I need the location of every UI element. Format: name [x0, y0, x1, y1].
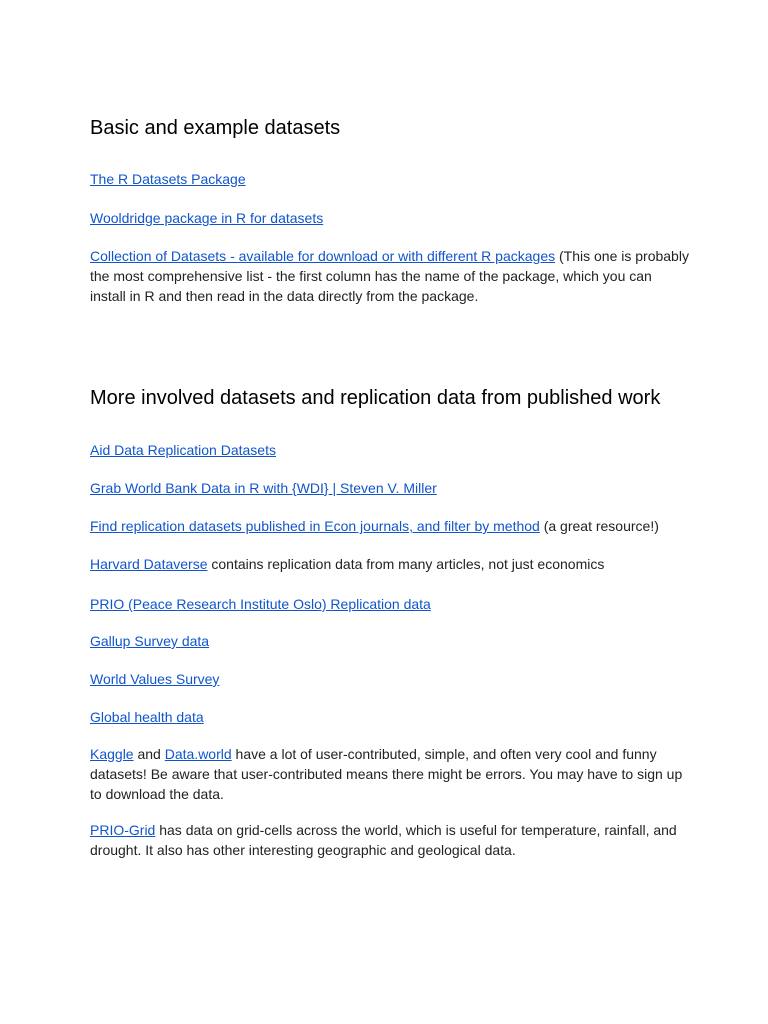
paragraph-prio [90, 594, 690, 614]
link-wooldridge-package[interactable]: Wooldridge package in R for datasets [90, 210, 324, 226]
link-global-health-data[interactable]: Global health data [90, 709, 204, 725]
paragraph-wooldridge [90, 208, 690, 228]
link-world-bank-wdi[interactable]: Grab World Bank Data in R with {WDI} | Steven V. Miller [90, 480, 437, 496]
paragraph-world-bank [90, 478, 690, 498]
link-kaggle[interactable]: Kaggle [90, 746, 134, 762]
paragraph-gallup [90, 631, 690, 651]
paragraph-wvs [90, 669, 690, 689]
paragraph-kaggle [90, 744, 690, 804]
link-gallup-survey[interactable]: Gallup Survey data [90, 633, 210, 649]
link-econ-journals-replication[interactable]: Find replication datasets published in Econ journals, and filter by method [90, 518, 540, 534]
link-data-world[interactable]: Data.world [164, 746, 232, 762]
collection-note: (This one is probably the most comprehensive list - the first column has the name of the package, which you can install in R and then read in the data directly from the package. [90, 248, 689, 304]
kaggle-note: have a lot of user-contributed, simple, and often very cool and funny datasets! Be aware that user-contributed means there might be errors. You may have to sign up to download the data. [90, 746, 683, 802]
link-aid-data-replication[interactable]: Aid Data Replication Datasets [90, 442, 276, 458]
paragraph-global-health [90, 707, 690, 727]
paragraph-r-datasets [90, 169, 690, 189]
paragraph-collection [90, 246, 690, 306]
paragraph-econ-journals [90, 516, 690, 536]
link-r-datasets-package[interactable]: The R Datasets Package [90, 171, 246, 187]
kaggle-and: and [133, 746, 165, 762]
heading-involved-datasets: More involved datasets and replication data from published work [90, 387, 661, 409]
paragraph-prio-grid [90, 820, 690, 860]
link-world-values-survey[interactable]: World Values Survey [90, 671, 220, 687]
paragraph-harvard [90, 554, 690, 574]
harvard-note: contains replication data from many articles, not just economics [207, 556, 605, 572]
link-prio-grid[interactable]: PRIO-Grid [90, 822, 156, 838]
priogrid-note: has data on grid-cells across the world, which is useful for temperature, rainfall, and drought. It also has other interesting geographic and geological data. [90, 822, 677, 858]
link-harvard-dataverse[interactable]: Harvard Dataverse [90, 556, 208, 572]
econ-note: (a great resource!) [539, 518, 659, 534]
paragraph-aid-data [90, 440, 690, 460]
link-prio-replication[interactable]: PRIO (Peace Research Institute Oslo) Replication data [90, 596, 431, 612]
heading-basic-datasets: Basic and example datasets [90, 117, 341, 139]
link-collection-of-datasets[interactable]: Collection of Datasets - available for download or with different R packages [90, 248, 556, 264]
